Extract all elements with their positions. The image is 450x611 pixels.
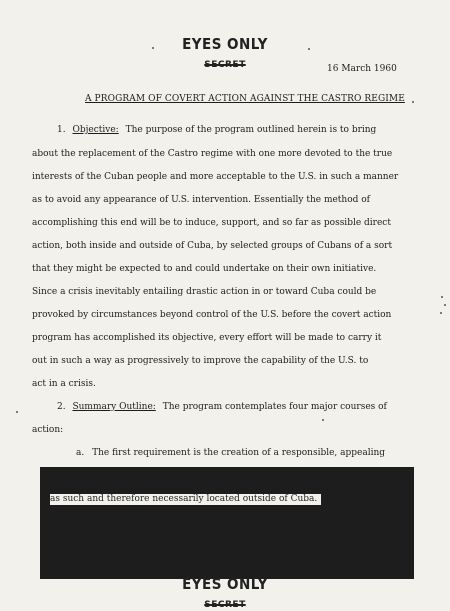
section-2-heading: Summary Outline: [72,402,156,412]
scan-speck [412,101,414,103]
section-1-line: interests of the Cuban people and more acceptable to the U.S. in such a manner [32,172,399,182]
classification-stamp-bottom [0,576,450,611]
item-a-label: a. [76,448,85,458]
section-1-line: The purpose of the program outlined herein is to bring [125,125,377,135]
section-1-line: about the replacement of the Castro regime with one more devoted to the true [32,149,393,159]
eyes-only-marking: EYES ONLY [182,35,268,53]
section-1-line: Since a crisis inevitably entailing drastic action in or toward Cuba could be [32,287,377,297]
item-a-first-line [76,448,385,459]
secret-marking: SECRET [204,60,246,70]
document-title: A PROGRAM OF COVERT ACTION AGAINST THE CASTRO REGIME [85,94,405,104]
scan-speck [440,312,442,314]
section-2-first-line [57,402,387,413]
section-2-line: The program contemplates four major courses of [162,402,387,412]
eyes-only-marking: EYES ONLY [182,575,268,593]
document-date: 16 March 1960 [327,64,397,74]
section-1-heading: Objective: [72,125,119,135]
section-1-number: 1. [57,125,66,135]
secret-marking: SECRET [204,600,246,610]
item-a-line: The first requirement is the creation of a responsible, appealing [92,448,386,458]
section-1-line: program has accomplished its objective, every effort will be made to carry it [32,333,382,343]
redaction-block [40,467,414,579]
section-2-number: 2. [57,402,66,412]
section-1-line: as to avoid any appearance of U.S. intervention. Essentially the method of [32,195,371,205]
scan-speck [308,48,310,50]
section-1-line: provoked by circumstances beyond control of the U.S. before the covert action [32,310,392,320]
scan-speck [152,47,154,49]
section-1-line: accomplishing this end will be to induce, support, and so far as possible direct [32,218,391,228]
section-1-line: action, both inside and outside of Cuba, by selected groups of Cubans of a sort [32,241,393,251]
section-1-line: out in such a way as progressively to improve the capability of the U.S. to [32,356,369,366]
item-a-line: as such and therefore necessarily located outside of Cuba. [50,494,321,505]
scan-speck [441,296,443,298]
scan-speck [16,411,18,413]
section-1-line: that they might be expected to and could undertake on their own initiative. [32,264,377,274]
scan-speck [444,304,446,306]
section-1-first-line [57,125,376,136]
section-2-line: action: [32,425,64,435]
section-1-line: act in a crisis. [32,379,96,389]
scan-speck [322,419,324,421]
